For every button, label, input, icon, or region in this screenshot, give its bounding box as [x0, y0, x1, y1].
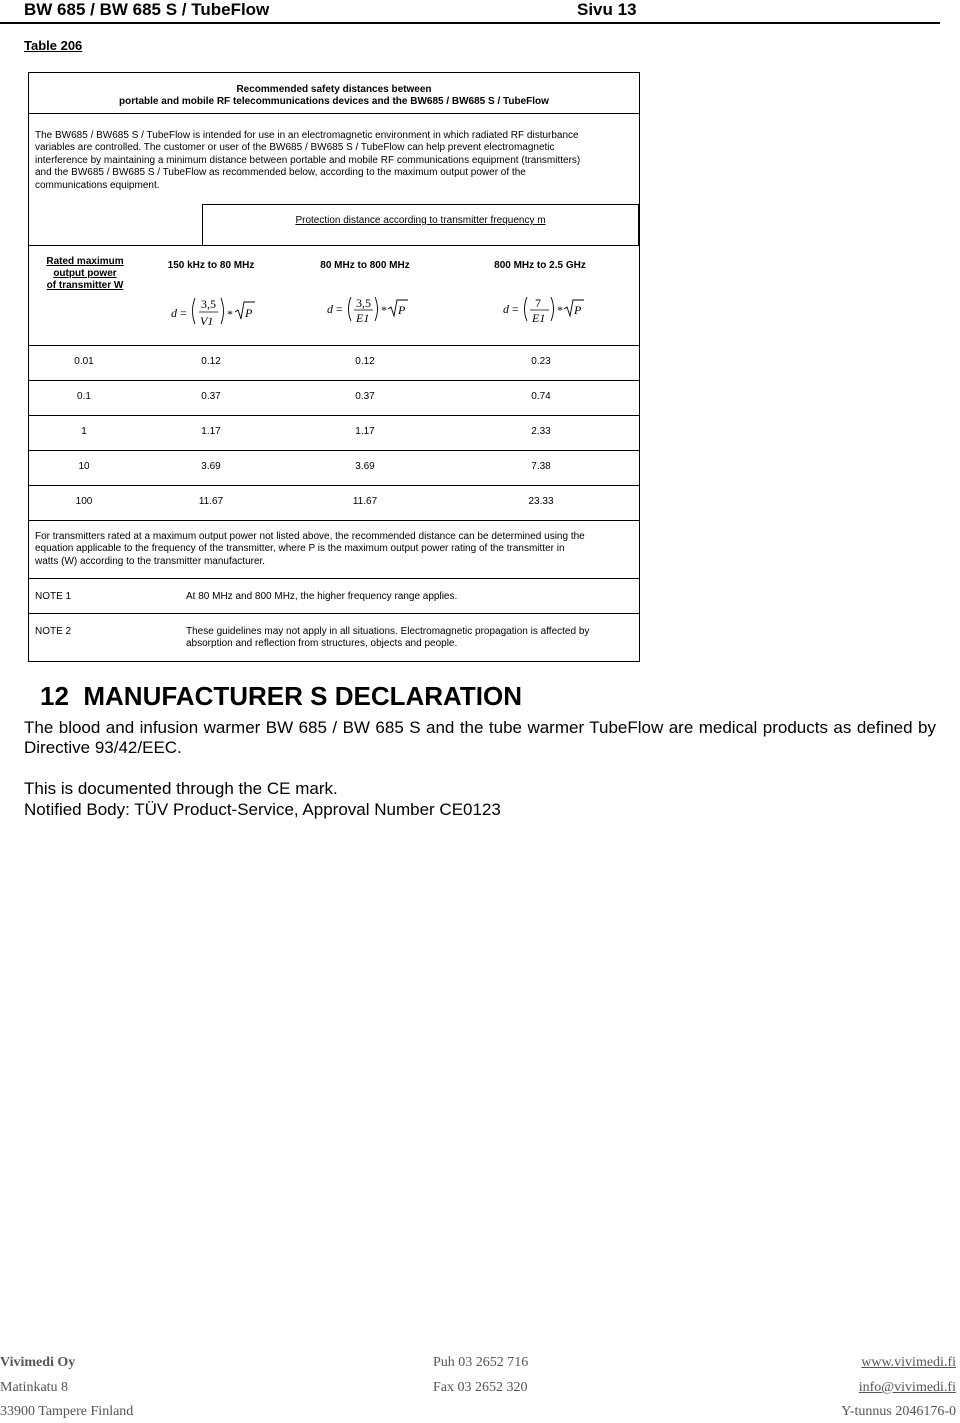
formula-numerator: 3,5 [201, 297, 216, 311]
section-number: 12 [40, 681, 69, 711]
band-header-high: 800 MHz to 2.5 GHz [494, 260, 586, 271]
formula-multiply: * [227, 307, 233, 321]
table-divider [29, 345, 639, 346]
declaration-paragraph: The blood and infusion warmer BW 685 / BW 685 S and the tube warmer TubeFlow are medical products as defined by Directive 93/42/EEC. [24, 718, 936, 757]
power-cell: 10 [78, 461, 90, 472]
page-number: Sivu 13 [577, 0, 637, 19]
distance-cell: 0.37 [355, 391, 375, 402]
distance-cell: 11.67 [352, 496, 378, 507]
footer-fax: Fax 03 2652 320 [433, 1380, 528, 1395]
formula-equals: = [180, 306, 187, 320]
footer-website-link[interactable]: www.vivimedi.fi [861, 1355, 956, 1370]
footer-company: Vivimedi Oy [0, 1355, 76, 1370]
table-footnote: For transmitters rated at a maximum output power not listed above, the recommended distance can be determined using the equation applicable to the frequency of the transmitter, where P is the maximum output power rating of the transmitter in watts (W) according to the transmitter manufacturer. [35, 531, 585, 567]
protection-distance-header: Protection distance according to transmitter frequency m [295, 215, 546, 226]
table-divider [29, 520, 639, 521]
table-divider [29, 450, 639, 451]
distance-cell: 0.23 [531, 356, 551, 367]
section-heading [40, 681, 522, 712]
notified-body-statement: Notified Body: TÜV Product-Service, Approval Number CE0123 [24, 800, 501, 819]
distance-cell: 1.17 [201, 426, 221, 437]
formula-p: P [574, 303, 582, 317]
note-2-label: NOTE 2 [35, 626, 72, 637]
formula-mid [327, 297, 477, 335]
formula-equals: = [512, 302, 519, 316]
distance-cell: 0.74 [531, 391, 551, 402]
note-1-text: At 80 MHz and 800 MHz, the higher frequency range applies. [186, 591, 458, 602]
distance-cell: 7.38 [531, 461, 551, 472]
distance-cell: 0.37 [201, 391, 221, 402]
formula-d: d [171, 306, 177, 320]
power-cell: 0.1 [77, 391, 91, 402]
table-divider [29, 380, 639, 381]
table-divider [202, 204, 639, 205]
formula-paren [349, 297, 352, 321]
formula-numerator: 7 [535, 296, 541, 310]
note-1-label: NOTE 1 [35, 591, 72, 602]
band-header-low: 150 kHz to 80 MHz [167, 260, 255, 271]
distance-cell: 3.69 [355, 461, 375, 472]
table-divider [29, 113, 639, 114]
formula-d: d [503, 302, 509, 316]
formula-paren [551, 297, 554, 321]
distance-cell: 0.12 [201, 356, 221, 367]
footer-address-street: Matinkatu 8 [0, 1380, 69, 1395]
band-header-mid: 80 MHz to 800 MHz [320, 260, 410, 271]
table-divider [29, 245, 639, 246]
table-divider [29, 613, 639, 614]
document-title: BW 685 / BW 685 S / TubeFlow [24, 0, 270, 19]
formula-multiply: * [381, 303, 387, 317]
power-cell: 1 [81, 426, 87, 437]
distance-cell: 0.12 [355, 356, 375, 367]
safety-distance-table [28, 72, 640, 662]
formula-paren [193, 298, 196, 324]
distance-cell: 3.69 [201, 461, 221, 472]
table-label: Table 206 [24, 38, 83, 53]
footer-email-link[interactable]: info@vivimedi.fi [858, 1380, 956, 1395]
ce-mark-statement: This is documented through the CE mark. [24, 779, 338, 798]
formula-low [171, 297, 321, 335]
formula-p: P [245, 306, 253, 320]
formula-equals: = [336, 302, 343, 316]
distance-cell: 11.67 [198, 496, 224, 507]
formula-denominator: E1 [356, 311, 370, 325]
table-title: Recommended safety distances between portable and mobile RF telecommunications devices and the BW685 / BW685 S / TubeFlow [119, 84, 549, 107]
rated-power-header: Rated maximum output power of transmitter W [46, 256, 124, 291]
distance-cell: 1.17 [355, 426, 375, 437]
footer-phone: Puh 03 2652 716 [433, 1355, 529, 1370]
formula-p: P [398, 303, 406, 317]
table-divider [29, 485, 639, 486]
formula-multiply: * [557, 303, 563, 317]
formula-denominator: E1 [532, 311, 546, 325]
page-header [0, 0, 940, 24]
table-divider [29, 578, 639, 579]
formula-numerator: 3,5 [356, 296, 371, 310]
footer-address-city: 33900 Tampere Finland [0, 1404, 134, 1419]
footer-business-id: Y-tunnus 2046176-0 [841, 1404, 956, 1419]
note-2-text: These guidelines may not apply in all situations. Electromagnetic propagation is affected by absorption and reflection from structures, objects and people. [186, 626, 590, 650]
formula-d: d [327, 302, 333, 316]
formula-high [503, 297, 653, 335]
formula-denominator: V1 [200, 314, 214, 328]
table-divider [29, 415, 639, 416]
formula-paren [221, 298, 224, 324]
power-cell: 0.01 [74, 356, 94, 367]
distance-cell: 23.33 [528, 496, 554, 507]
table-intro: The BW685 / BW685 S / TubeFlow is intended for use in an electromagnetic environment in which radiated RF disturbance variables are controlled. The customer or user of the BW685 / BW685 S / TubeFlow can help prevent electromagnetic interference by maintaining a minimum distance between portable and mobile RF communications equipment (transmitters) and the BW685 / BW685 S / TubeFlow as recommended below, according to the maximum output power of the communications equipment. [35, 130, 581, 191]
formula-paren [375, 297, 378, 321]
section-title: MANUFACTURER S DECLARATION [83, 681, 522, 711]
formula-paren [525, 297, 528, 321]
power-cell: 100 [75, 496, 93, 507]
distance-cell: 2.33 [531, 426, 551, 437]
